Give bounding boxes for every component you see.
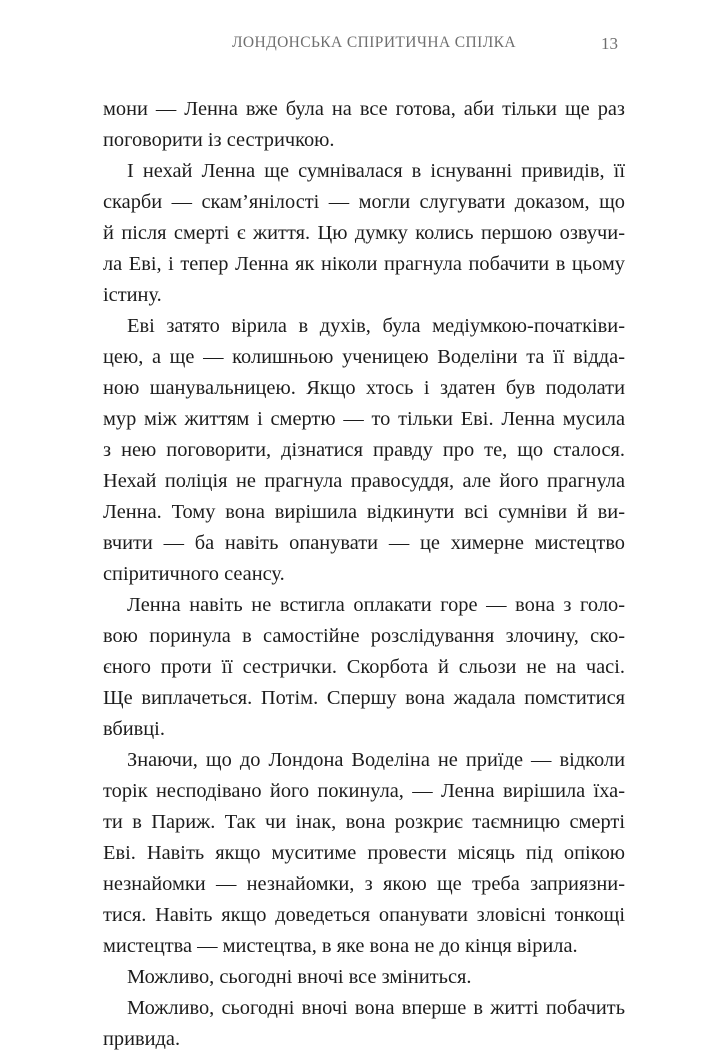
text-line: й після смерті є життя. Цю думку колись першою озвучи- xyxy=(103,222,625,244)
paragraph xyxy=(103,745,625,962)
text-line: єного проти її сестрички. Скорбота й сльози не на часі. xyxy=(103,656,625,678)
running-head xyxy=(0,34,728,58)
text-line: мистецтва — мистецтва, в яке вона не до кінця вірила. xyxy=(103,935,578,957)
text-body xyxy=(103,94,625,1055)
text-line: Знаючи, що до Лондона Воделіна не приїде — відколи xyxy=(127,749,625,771)
paragraph xyxy=(103,962,625,993)
paragraph xyxy=(103,993,625,1055)
text-line: вчити — ба навіть опанувати — це химерне мистецтво xyxy=(103,532,625,554)
text-line: Ленна навіть не встигла оплакати горе — вона з голо- xyxy=(127,594,625,616)
text-line: Ленна. Тому вона вирішила відкинути всі сумніви й ви- xyxy=(103,501,625,523)
text-line: тися. Навіть якщо доведеться опанувати зловісні тонкощі xyxy=(103,904,625,926)
text-line: Ще виплачеться. Потім. Спершу вона жадала помститися xyxy=(103,687,625,709)
text-line: Еві. Навіть якщо муситиме провести місяць під опікою xyxy=(103,842,625,864)
text-line: спіритичного сеансу. xyxy=(103,563,285,585)
text-line: з нею поговорити, дізнатися правду про те, що сталося. xyxy=(103,439,625,461)
paragraph xyxy=(103,311,625,590)
text-line: ла Еві, і тепер Ленна як ніколи прагнула побачити в цьому xyxy=(103,253,625,275)
text-line: вбивці. xyxy=(103,718,165,740)
running-title: ЛОНДОНСЬКА СПІРИТИЧНА СПІЛКА xyxy=(232,34,516,51)
text-line: вою поринула в самостійне розслідування злочину, ско- xyxy=(103,625,625,647)
text-line: поговорити із сестричкою. xyxy=(103,129,335,151)
text-line: ти в Париж. Так чи інак, вона розкриє таємницю смерті xyxy=(103,811,625,833)
text-line: Еві затято вірила в духів, була медіумкою-початківи- xyxy=(127,315,625,337)
text-line: торік несподівано його покинула, — Ленна вирішила їха- xyxy=(103,780,625,802)
text-line: привида. xyxy=(103,1028,181,1050)
paragraph xyxy=(103,590,625,745)
text-line: скарби — скам’янілості — могли слугувати доказом, що xyxy=(103,191,625,213)
text-line: мони — Ленна вже була на все готова, аби тільки ще раз xyxy=(103,98,625,120)
paragraph xyxy=(103,94,625,156)
paragraph xyxy=(103,156,625,311)
text-line: Можливо, сьогодні вночі все зміниться. xyxy=(127,966,472,988)
text-line: цею, а ще — колишньою ученицею Воделіни та її відда- xyxy=(103,346,625,368)
text-line: Нехай поліція не прагнула правосуддя, але його прагнула xyxy=(103,470,625,492)
text-line: істину. xyxy=(103,284,162,306)
text-line: незнайомки — незнайомки, з якою ще треба заприязни- xyxy=(103,873,625,895)
text-line: мур між життям і смертю — то тільки Еві. Ленна мусила xyxy=(103,408,625,430)
page-number: 13 xyxy=(601,34,618,53)
text-line: І нехай Ленна ще сумнівалася в існуванні привидів, її xyxy=(127,160,625,182)
text-line: ною шанувальницею. Якщо хтось і здатен був подолати xyxy=(103,377,625,399)
text-line: Можливо, сьогодні вночі вона вперше в житті побачить xyxy=(127,997,625,1019)
